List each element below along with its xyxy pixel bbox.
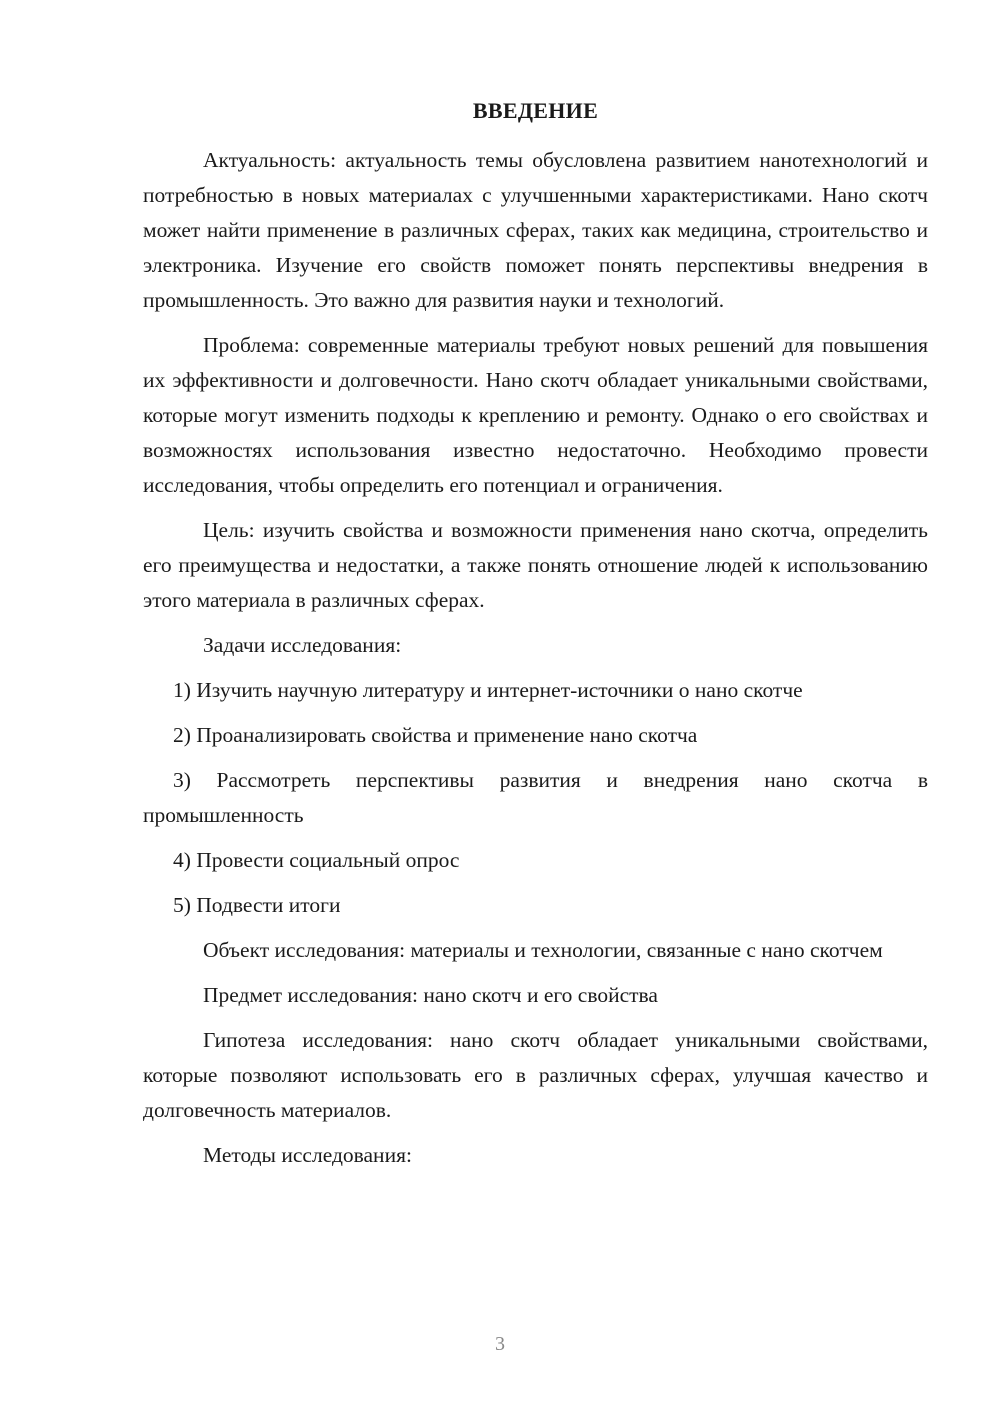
paragraph-subject: Предмет исследования: нано скотч и его свойства [203,983,658,1007]
task-item-5: 5) Подвести итоги [173,893,341,917]
paragraph-goal: Цель: изучить свойства и возможности применения нано скотча, определить его преимущества и недостатки, а также понять отношение людей к использованию этого материала в различных сферах. [143,518,928,612]
task-item-1: 1) Изучить научную литературу и интернет-источники о нано скотче [173,678,803,702]
page-number: 3 [495,1333,505,1355]
task-item-4: 4) Провести социальный опрос [173,848,460,872]
paragraph-object: Объект исследования: материалы и технологии, связанные с нано скотчем [203,938,883,962]
page-title: ВВЕДЕНИЕ [472,98,599,123]
tasks-heading: Задачи исследования: [203,633,402,657]
task-item-3: 3) Рассмотреть перспективы развития и внедрения нано скотча в промышленность [143,768,928,827]
paragraph-problem: Проблема: современные материалы требуют новых решений для повышения их эффективности и долговечности. Нано скотч обладает уникальными свойствами, которые могут изменить подходы к креплению и ремонту. Однако о его свойствах и возможностях использования известно недостаточно. Необходимо провести исследования, чтобы определить его потенциал и ограничения. [143,333,928,497]
paragraph-hypothesis: Гипотеза исследования: нано скотч обладает уникальными свойствами, которые позволяют использовать его в различных сферах, улучшая качество и долговечность материалов. [143,1028,928,1122]
paragraph-relevance: Актуальность: актуальность темы обусловлена развитием нанотехнологий и потребностью в новых материалах с улучшенными характеристиками. Нано скотч может найти применение в различных сферах, таких как медицина, строительство и электроника. Изучение его свойств поможет понять перспективы внедрения в промышленность. Это важно для развития науки и технологий. [143,148,928,312]
page-text-area [143,96,928,1183]
methods-heading: Методы исследования: [203,1143,412,1167]
task-item-2: 2) Проанализировать свойства и применение нано скотча [173,723,698,747]
